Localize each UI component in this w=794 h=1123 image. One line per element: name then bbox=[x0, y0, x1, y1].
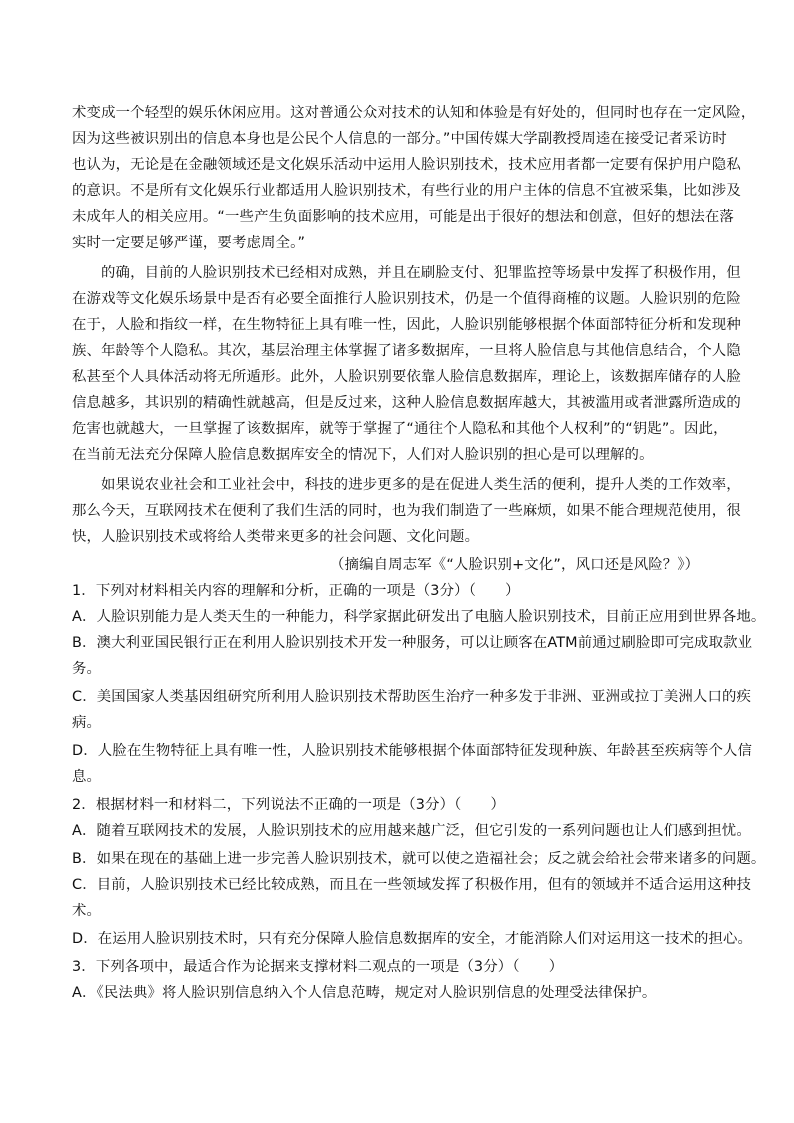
text-line: 的意识。不是所有文化娱乐行业都适用人脸识别技术，有些行业的用户主体的信息不宜被采集，比如涉及 bbox=[72, 183, 741, 199]
option-b-wrap: 务。 bbox=[72, 661, 102, 677]
text-line: 如果说农业社会和工业社会中，科技的进步更多的是在促进人类生活的便利，提升人类的工作效率， bbox=[101, 477, 741, 493]
text-line: 危害也就越大，一旦掌握了该数据库，就等于掌握了“通往个人隐私和其他个人权利”的“钥匙”。因此， bbox=[72, 421, 728, 437]
option-d-wrap: 息。 bbox=[72, 769, 102, 785]
text-line: 信息越多，其识别的精确性就越高，但是反过来，这种人脸信息数据库越大，其被滥用或者泄露所造成的 bbox=[72, 395, 741, 411]
option-c-wrap: 病。 bbox=[72, 715, 102, 731]
question-stem: 3．下列各项中，最适合作为论据来支撑材料二观点的一项是（3分）（ ） bbox=[72, 959, 564, 975]
text-line: 在于，人脸和指纹一样，在生物特征上具有唯一性，因此，人脸识别能够根据个体面部特征分析和发现种 bbox=[72, 317, 741, 333]
option-c-wrap: 术。 bbox=[72, 903, 102, 919]
text-line: 族、年龄等个人隐私。其次，基层治理主体掌握了诸多数据库，一旦将人脸信息与其他信息结合，个人隐 bbox=[72, 343, 741, 359]
text-line: 快，人脸识别技术或将给人类带来更多的社会问题、文化问题。 bbox=[72, 529, 480, 545]
option-b: B．如果在现在的基础上进一步完善人脸识别技术，就可以使之造福社会；反之就会给社会带来诸多的问题。 bbox=[72, 851, 766, 867]
text-line: 在游戏等文化娱乐场景中是否有必要全面推行人脸识别技术，仍是一个值得商榷的议题。人脸识别的危险 bbox=[72, 291, 741, 307]
option-d: D．在运用人脸识别技术时，只有充分保障人脸信息数据库的安全，才能消除人们对运用这一技术的担心。 bbox=[72, 931, 753, 947]
text-line: 的确，目前的人脸识别技术已经相对成熟，并且在刷脸支付、犯罪监控等场景中发挥了积极作用，但 bbox=[101, 265, 741, 281]
question-stem: 1．下列对材料相关内容的理解和分析，正确的一项是（3分）（ ） bbox=[72, 583, 520, 599]
text-line: 实时一定要足够严谨，要考虑周全。” bbox=[72, 235, 306, 251]
text-line: 私甚至个人具体活动将无所遁形。此外，人脸识别要依靠人脸信息数据库，理论上，该数据库储存的人脸 bbox=[72, 369, 741, 385]
option-d: D．人脸在生物特征上具有唯一性，人脸识别技术能够根据个体面部特征发现种族、年龄甚至疾病等个人信 bbox=[72, 743, 753, 759]
text-line: 因为这些被识别出的信息本身也是公民个人信息的一部分。”中国传媒大学副教授周逵在接受记者采访时 bbox=[72, 131, 727, 147]
text-line: 也认为，无论是在金融领域还是文化娱乐活动中运用人脸识别技术，技术应用者都一定要有保护用户隐私 bbox=[72, 157, 741, 173]
option-a: A．随着互联网技术的发展，人脸识别技术的应用越来越广泛，但它引发的一系列问题也让人们感到担忧。 bbox=[72, 823, 751, 839]
option-a: A．人脸识别能力是人类天生的一种能力，科学家据此研发出了电脑人脸识别技术，目前正应用到世界各地。 bbox=[72, 609, 766, 625]
option-b: B．澳大利亚国民银行正在利用人脸识别技术开发一种服务，可以让顾客在ATM前通过刷脸即可完成取款业 bbox=[72, 635, 753, 651]
question-stem: 2．根据材料一和材料二，下列说法不正确的一项是（3分）（ ） bbox=[72, 797, 506, 813]
option-a: A．《民法典》将人脸识别信息纳入个人信息范畴，规定对人脸识别信息的处理受法律保护。 bbox=[72, 985, 657, 1001]
source-citation: （摘编自周志军《“人脸识别+文化”，风口还是风险？》） bbox=[330, 557, 700, 573]
option-c: C．目前，人脸识别技术已经比较成熟，而且在一些领域发挥了积极作用，但有的领域并不适合运用这种技 bbox=[72, 877, 752, 893]
text-line: 在当前无法充分保障人脸信息数据库安全的情况下，人们对人脸识别的担心是可以理解的。 bbox=[72, 447, 654, 463]
option-c: C．美国国家人类基因组研究所利用人脸识别技术帮助医生治疗一种多发于非洲、亚洲或拉丁美洲人口的疾 bbox=[72, 689, 752, 705]
text-line: 那么今天，互联网技术在便利了我们生活的同时，也为我们制造了一些麻烦，如果不能合理规范使用，很 bbox=[72, 503, 741, 519]
text-line: 未成年人的相关应用。“一些产生负面影响的技术应用，可能是出于很好的想法和创意，但好的想法在落 bbox=[72, 209, 734, 225]
text-line: 术变成一个轻型的娱乐休闲应用。这对普通公众对技术的认知和体验是有好处的，但同时也存在一定风险， bbox=[72, 105, 756, 121]
